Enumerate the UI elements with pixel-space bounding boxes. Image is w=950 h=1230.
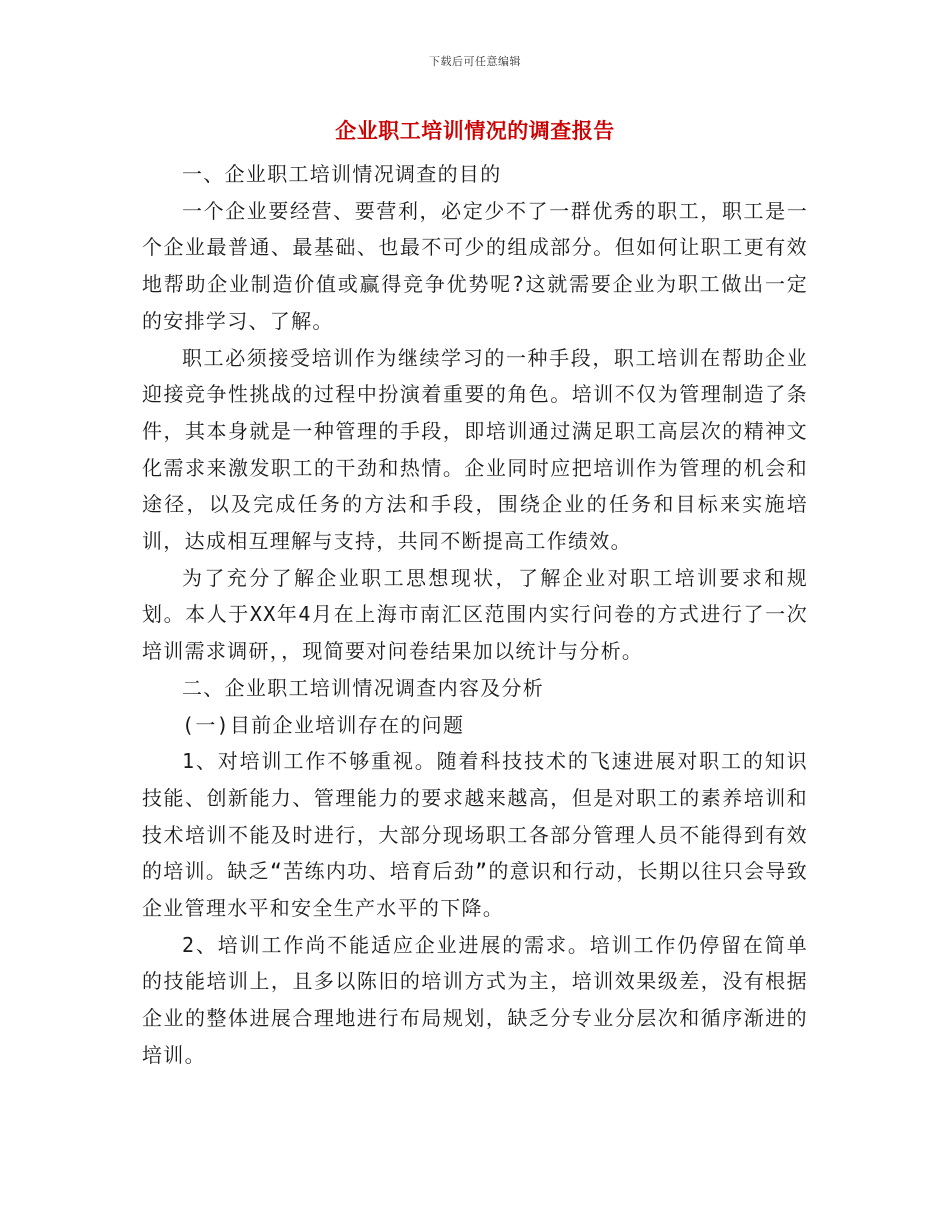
body-paragraph: 1、对培训工作不够重视。随着科技技术的飞速进展对职工的知识技能、创新能力、管理能力的要求越来越高，但是对职工的素养培训和技术培训不能及时进行，大部分现场职工各部分管理人员不能得到有效的培训。缺乏“苦练内功、培育后劲”的意识和行动，长期以往只会导致企业管理水平和安全生产水平的下降。 — [142, 749, 808, 921]
subsection-heading-problems: (一)目前企业培训存在的问题 — [182, 712, 465, 737]
body-paragraph: 一个企业要经营、要营利，必定少不了一群优秀的职工，职工是一个企业最普通、最基础、也最不可少的组成部分。但如何让职工更有效地帮助企业制造价值或赢得竞争优势呢?这就需要企业为职工做出一定的安排学习、了解。 — [142, 198, 808, 333]
document-body — [142, 156, 808, 1074]
document-title: 企业职工培训情况的调查报告 — [335, 118, 615, 143]
section-heading-purpose: 一、企业职工培训情况调查的目的 — [182, 162, 502, 186]
section-heading-content: 二、企业职工培训情况调查内容及分析 — [182, 675, 545, 700]
body-paragraph: 为了充分了解企业职工思想现状，了解企业对职工培训要求和规划。本人于XX年4月在上海市南汇区范围内实行问卷的方式进行了一次培训需求调研，，现简要对问卷结果加以统计与分析。 — [142, 565, 808, 664]
body-paragraph: 职工必须接受培训作为继续学习的一种手段，职工培训在帮助企业迎接竞争性挑战的过程中扮演着重要的角色。培训不仅为管理制造了条件，其本身就是一种管理的手段，即培训通过满足职工高层次的精神文化需求来激发职工的干劲和热情。企业同时应把培训作为管理的机会和途径，以及完成任务的方法和手段，围绕企业的任务和目标来实施培训，达成相互理解与支持，共同不断提高工作绩效。 — [142, 345, 808, 554]
body-paragraph: 2、培训工作尚不能适应企业进展的需求。培训工作仍停留在简单的技能培训上，且多以陈旧的培训方式为主，培训效果级差，没有根据企业的整体进展合理地进行布局规划，缺乏分专业分层次和循序渐进的培训。 — [142, 932, 808, 1067]
header-note: 下载后可任意编辑 — [429, 55, 521, 68]
